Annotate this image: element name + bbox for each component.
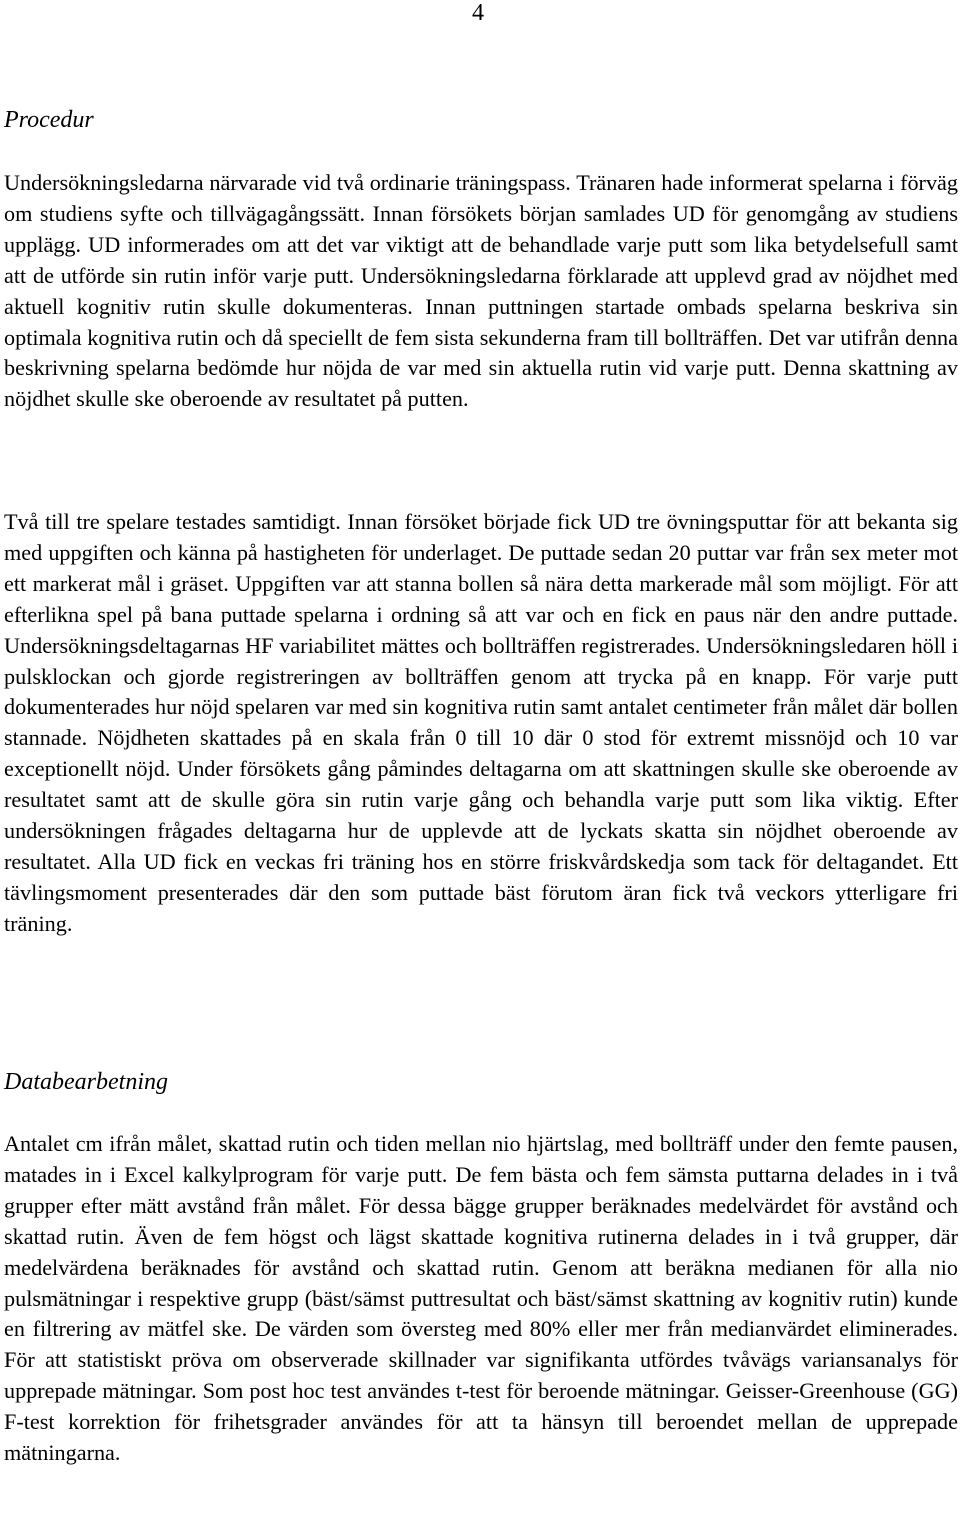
- paragraph-procedur-2: Två till tre spelare testades samtidigt. Innan försöket började fick UD tre övningsputtar för att bekanta sig med uppgiften och känna på hastigheten för underlaget. De puttade sedan 20 puttar var från sex meter mot ett markerat mål i gräset. Uppgiften var att stanna bollen så nära detta markerade mål som möjligt. För att efterlikna spel på bana puttade spelarna i ordning så att var och en fick en paus när den andre puttade. Undersökningsdeltagarnas HF variabilitet mättes och bollträffen registrerades. Undersökningsledaren höll i pulsklockan och gjorde registreringen av bollträffen genom att trycka på en knapp. För varje putt dokumenterades hur nöjd spelaren var med sin kognitiva rutin samt antalet centimeter från målet där bollen stannade. Nöjdheten skattades på en skala från 0 till 10 där 0 stod för extremt missnöjd och 10 var exceptionellt nöjd. Under försökets gång påmindes deltagarna om att skattningen skulle ske oberoende av resultatet samt att de skulle göra sin rutin varje gång och behandla varje putt som lika viktig. Efter undersökningen frågades deltagarna hur de upplevde att de lyckats skatta sin nöjdhet oberoende av resultatet. Alla UD fick en veckas fri träning hos en större friskvårdskedja som tack för deltagandet. Ett tävlingsmoment presenterades där den som puttade bäst förutom äran fick två veckors ytterligare fri träning.: [4, 509, 958, 936]
- section-heading-procedur: Procedur: [4, 107, 94, 133]
- page-number: 4: [472, 0, 484, 26]
- paragraph-databearbetning-1: Antalet cm ifrån målet, skattad rutin och tiden mellan nio hjärtslag, med bollträff under den femte pausen, matades in i Excel kalkylprogram för varje putt. De fem bästa och fem sämsta puttarna delades in i två grupper efter mätt avstånd från målet. För dessa bägge grupper beräknades medelvärdet för avstånd och skattad rutin. Även de fem högst och lägst skattade kognitiva rutinerna delades in i två grupper, där medelvärdena beräknades för avstånd och skattad rutin. Genom att beräkna medianen för alla nio pulsmätningar i respektive grupp (bäst/sämst puttresultat och bäst/sämst skattning av kognitiv rutin) kunde en filtrering av mätfel ske. De värden som översteg med 80% eller mer från medianvärdet eliminerades. För att statistiskt pröva om observerade skillnader var signifikanta utfördes tvåvägs variansanalys för upprepade mätningar. Som post hoc test användes t-test för beroende mätningar. Geisser-Greenhouse (GG) F-test korrektion för frihetsgrader användes för att ta hänsyn till beroendet mellan de upprepade mätningarna.: [4, 1131, 958, 1466]
- section-heading-databearbetning: Databearbetning: [4, 1069, 168, 1095]
- paragraph-procedur-1: Undersökningsledarna närvarade vid två ordinarie träningspass. Tränaren hade informerat spelarna i förväg om studiens syfte och tillvägagångssätt. Innan försökets början samlades UD för genomgång av studiens upplägg. UD informerades om att det var viktigt att de behandlade varje putt som lika betydelsefull samt att de utförde sin rutin inför varje putt. Undersökningsledarna förklarade att upplevd grad av nöjdhet med aktuell kognitiv rutin skulle dokumenteras. Innan puttningen startade ombads spelarna beskriva sin optimala kognitiva rutin och då speciellt de fem sista sekunderna fram till bollträffen. Det var utifrån denna beskrivning spelarna bedömde hur nöjda de var med sin aktuella rutin vid varje putt. Denna skattning av nöjdhet skulle ske oberoende av resultatet på putten.: [4, 170, 958, 412]
